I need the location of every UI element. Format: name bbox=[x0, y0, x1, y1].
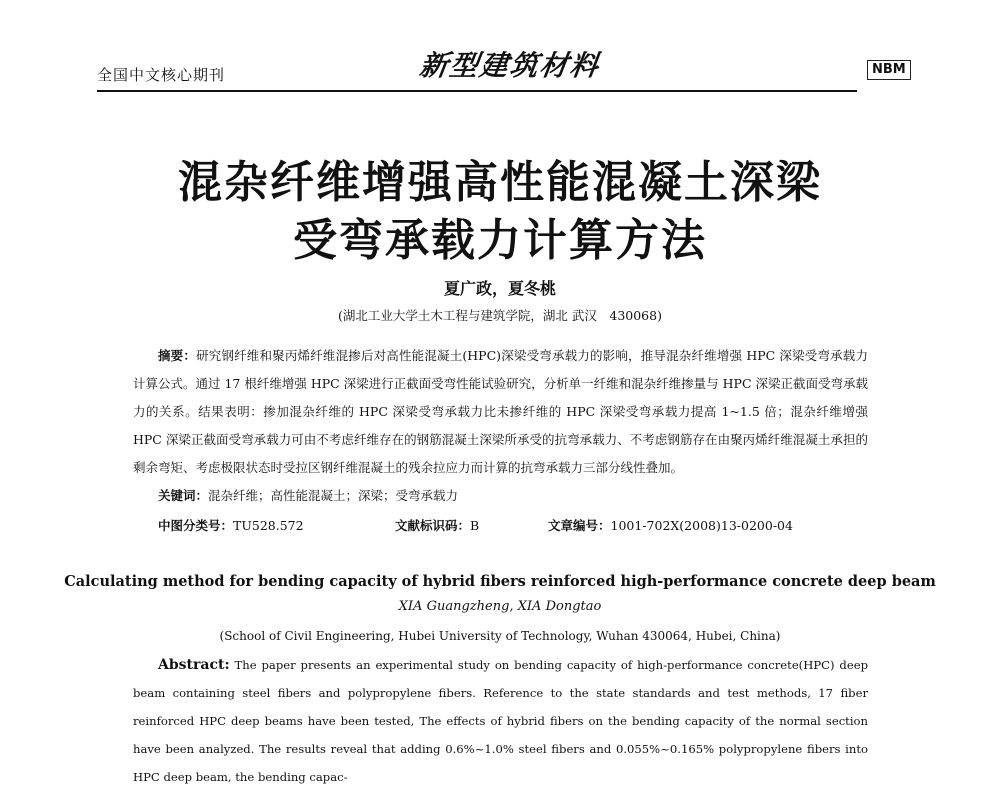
journal-badge: NBM bbox=[867, 60, 911, 80]
abstract-chinese-text: 研究钢纤维和聚丙烯纤维混掺后对高性能混凝土(HPC)深梁受弯承载力的影响，推导混杂纤维增强 HPC 深梁受弯承载力计算公式。通过 17 根纤维增强 HPC 深梁进行正截面受弯性能试验研究，分析单一纤维和混杂纤维掺量与 HPC 深梁正截面受弯承载力的关系。结果表明：掺加混杂纤维的 HPC 深梁受弯承载力比未掺纤维的 HPC 深梁受弯承载力提高 1~1.5 倍；混杂纤维增强 HPC 深梁正截面受弯承载力可由不考虑纤维存在的钢筋混凝土深梁所承受的抗弯承载力、不考虑钢筋存在由聚丙烯纤维混凝土承担的剩余弯矩、考虑极限状态时受拉区钢纤维混凝土的残余拉应力而计算的抗弯承载力三部分线性叠加。 bbox=[133, 348, 868, 475]
clc-value: TU528.572 bbox=[233, 518, 304, 533]
article-number-value: 1001-702X(2008)13-0200-04 bbox=[610, 518, 793, 533]
article-number-label: 文章编号： bbox=[548, 518, 611, 533]
article-number bbox=[548, 516, 793, 534]
journal-name: 新型建筑材料 bbox=[417, 49, 603, 82]
keywords bbox=[158, 486, 458, 504]
abstract-english-text: The paper presents an experimental study on bending capacity of high-performance concrete(HPC) deep beam containing steel fibers and polypropylene fibers. Reference to the state standards and test methods, 17 fiber reinforced HPC deep beams have been tested, The effects of hybrid fibers on the bending capacity of the normal section have been analyzed. The results reveal that adding 0.6%~1.0% steel fibers and 0.055%~0.165% polypropylene fibers into HPC deep beam, the bending capac- bbox=[133, 658, 868, 784]
clc-number bbox=[158, 516, 304, 534]
english-title: Calculating method for bending capacity of hybrid fibers reinforced high-performance concrete deep beam bbox=[64, 573, 936, 590]
abstract-english bbox=[133, 651, 868, 791]
abstract-chinese bbox=[133, 342, 868, 482]
paper-title-line-1: 混杂纤维增强高性能混凝土深梁 bbox=[178, 157, 822, 208]
english-authors: XIA Guangzheng, XIA Dongtao bbox=[398, 599, 602, 614]
document-code bbox=[395, 516, 479, 534]
header-divider bbox=[97, 90, 857, 92]
affiliation: (湖北工业大学土木工程与建筑学院，湖北 武汉 430068) bbox=[338, 308, 662, 323]
english-affiliation: (School of Civil Engineering, Hubei University of Technology, Wuhan 430064, Hubei, China) bbox=[219, 629, 781, 643]
journal-category: 全国中文核心期刊 bbox=[97, 66, 226, 84]
clc-label: 中图分类号： bbox=[158, 518, 234, 533]
keywords-text: 混杂纤维；高性能混凝土；深梁；受弯承载力 bbox=[208, 488, 459, 503]
abstract-english-label: Abstract: bbox=[158, 657, 230, 673]
document-code-label: 文献标识码： bbox=[395, 518, 471, 533]
paper-title-line-2: 受弯承载力计算方法 bbox=[293, 215, 707, 266]
authors: 夏广政，夏冬桃 bbox=[443, 279, 556, 298]
document-code-value: B bbox=[470, 518, 480, 533]
abstract-chinese-label: 摘要： bbox=[158, 348, 197, 363]
keywords-label: 关键词： bbox=[158, 488, 209, 503]
